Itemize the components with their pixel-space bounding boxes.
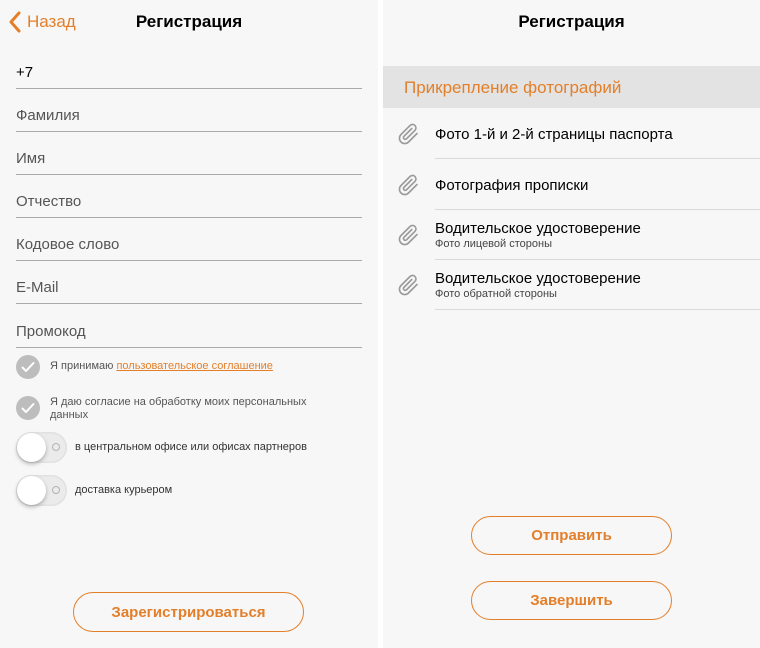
attachment-title: Водительское удостоверение xyxy=(435,220,641,237)
patronymic-field xyxy=(16,174,362,218)
attach-registration-row[interactable] xyxy=(383,160,760,210)
surname-input[interactable] xyxy=(16,107,362,124)
attach-license-back-row[interactable] xyxy=(383,260,760,310)
courier-delivery-toggle[interactable] xyxy=(16,475,67,506)
off-indicator-icon xyxy=(52,443,60,451)
office-pickup-toggle[interactable] xyxy=(16,432,67,463)
codeword-field xyxy=(16,217,362,261)
checkmark-icon xyxy=(21,402,35,414)
finish-button[interactable]: Завершить xyxy=(471,581,672,620)
paperclip-icon xyxy=(397,122,421,146)
agreement-row xyxy=(16,355,346,381)
section-title: Прикрепление фотографий xyxy=(404,78,622,97)
toggle-knob xyxy=(17,476,46,505)
send-button[interactable]: Отправить xyxy=(471,516,672,555)
patronymic-input[interactable] xyxy=(16,193,362,210)
attach-license-front-row[interactable] xyxy=(383,210,760,260)
page-title: Регистрация xyxy=(518,12,625,31)
phone-input[interactable] xyxy=(16,64,362,81)
paperclip-icon xyxy=(397,173,421,197)
attachment-title: Фото 1-й и 2-й страницы паспорта xyxy=(435,126,673,143)
name-field xyxy=(16,131,362,175)
office-pickup-row xyxy=(16,432,356,464)
courier-delivery-row xyxy=(16,475,356,507)
attachment-title: Водительское удостоверение xyxy=(435,270,641,287)
photo-attachment-screen xyxy=(383,0,760,648)
page-title: Регистрация xyxy=(135,12,243,31)
consent-text: Я даю согласие на обработку моих персональных данных xyxy=(50,396,307,421)
promo-field xyxy=(16,304,362,348)
off-indicator-icon xyxy=(52,486,60,494)
email-input[interactable] xyxy=(16,279,362,296)
consent-row xyxy=(16,396,346,426)
navigation-bar xyxy=(383,0,760,44)
attachment-subtitle: Фото обратной стороны xyxy=(435,288,557,300)
agreement-text xyxy=(50,360,346,373)
divider xyxy=(435,309,760,310)
toggle-knob xyxy=(17,433,46,462)
register-button[interactable]: Зарегистрироваться xyxy=(73,592,304,632)
attachment-subtitle: Фото лицевой стороны xyxy=(435,238,552,250)
office-pickup-label: в центральном офисе или офисах партнеров xyxy=(75,441,307,453)
consent-checkbox[interactable] xyxy=(16,396,40,420)
promo-input[interactable] xyxy=(16,323,362,340)
user-agreement-link[interactable]: пользовательское соглашение xyxy=(116,360,273,372)
paperclip-icon xyxy=(397,273,421,297)
divider xyxy=(435,158,760,159)
attach-passport-row[interactable] xyxy=(383,109,760,159)
courier-delivery-label: доставка курьером xyxy=(75,484,173,496)
name-input[interactable] xyxy=(16,150,362,167)
agreement-prefix: Я принимаю xyxy=(50,360,114,372)
codeword-input[interactable] xyxy=(16,236,362,253)
agreement-checkbox[interactable] xyxy=(16,355,40,379)
back-label: Назад xyxy=(27,12,76,31)
checkmark-icon xyxy=(21,361,35,373)
attachment-title: Фотография прописки xyxy=(435,177,589,194)
section-header xyxy=(383,66,760,108)
email-field xyxy=(16,260,362,304)
registration-form-screen xyxy=(0,0,378,648)
surname-field xyxy=(16,88,362,132)
navigation-bar xyxy=(0,0,378,44)
paperclip-icon xyxy=(397,223,421,247)
phone-field xyxy=(16,45,362,89)
